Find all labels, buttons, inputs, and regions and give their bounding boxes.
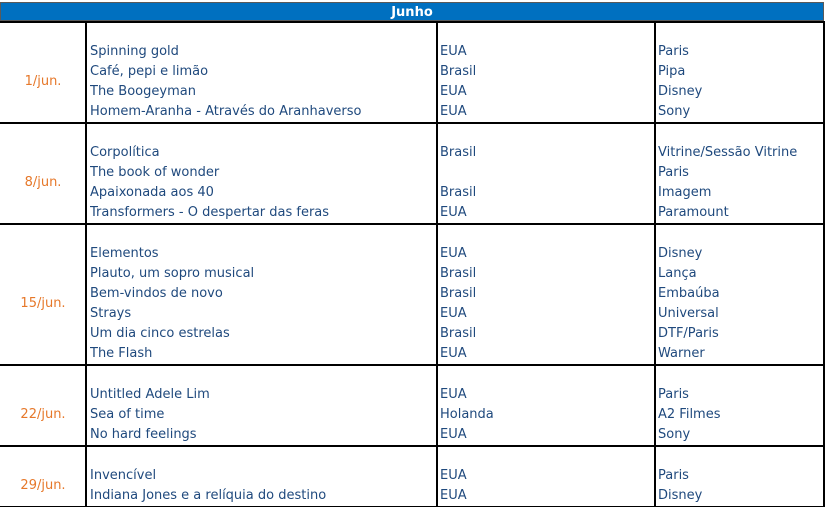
film-country: Brasil — [440, 145, 477, 160]
film-country: Brasil — [440, 64, 477, 79]
week-date: 29/jun. — [20, 478, 66, 493]
release-row — [0, 203, 825, 223]
film-title: No hard feelings — [90, 427, 197, 442]
film-country: Holanda — [440, 407, 494, 422]
film-country: Brasil — [440, 326, 477, 341]
film-title: Transformers - O despertar das feras — [90, 205, 330, 220]
release-row — [0, 344, 825, 364]
film-title: The book of wonder — [90, 165, 220, 180]
release-row — [0, 304, 825, 324]
film-country: EUA — [440, 205, 467, 220]
film-distributor: Disney — [658, 488, 703, 503]
film-country: EUA — [440, 84, 467, 99]
release-row — [0, 42, 825, 62]
film-title: Strays — [90, 306, 132, 321]
film-title: Café, pepi e limão — [90, 64, 209, 79]
week-block — [0, 364, 825, 445]
film-title: Bem-vindos de novo — [90, 286, 223, 301]
film-title: Apaixonada aos 40 — [90, 185, 214, 200]
week-date: 8/jun. — [24, 175, 62, 190]
film-country: Brasil — [440, 286, 477, 301]
film-distributor: Paris — [658, 165, 689, 180]
film-title: The Flash — [90, 346, 153, 361]
week-block — [0, 445, 825, 507]
release-row — [0, 425, 825, 445]
release-row — [0, 405, 825, 425]
film-country — [440, 163, 652, 183]
release-row — [0, 466, 825, 486]
release-row — [0, 244, 825, 264]
film-country: EUA — [440, 104, 467, 119]
film-title: Untitled Adele Lim — [90, 387, 210, 402]
film-distributor: Pipa — [658, 64, 686, 79]
film-distributor: Paris — [658, 387, 689, 402]
release-row — [0, 143, 825, 163]
film-distributor: Sony — [658, 104, 691, 119]
release-row — [0, 102, 825, 122]
film-country: EUA — [440, 246, 467, 261]
film-distributor: Warner — [658, 346, 705, 361]
film-country: Brasil — [440, 185, 477, 200]
week-date: 1/jun. — [24, 74, 62, 89]
film-distributor: DTF/Paris — [658, 326, 719, 341]
film-country: EUA — [440, 306, 467, 321]
film-distributor: Sony — [658, 427, 691, 442]
film-distributor: Paramount — [658, 205, 729, 220]
film-country: EUA — [440, 427, 467, 442]
film-distributor: Imagem — [658, 185, 712, 200]
release-row — [0, 82, 825, 102]
film-distributor: Disney — [658, 84, 703, 99]
film-distributor: Embaúba — [658, 286, 720, 301]
film-country: EUA — [440, 468, 467, 483]
film-country: EUA — [440, 488, 467, 503]
week-block — [0, 122, 825, 223]
week-block — [0, 21, 825, 122]
month-header: Junho — [0, 2, 824, 21]
film-title: Elementos — [90, 246, 159, 261]
week-date: 22/jun. — [20, 407, 66, 422]
film-title: Um dia cinco estrelas — [90, 326, 230, 341]
film-title: Spinning gold — [90, 44, 179, 59]
film-title: Invencível — [90, 468, 157, 483]
release-row — [0, 62, 825, 82]
film-country: EUA — [440, 346, 467, 361]
week-block — [0, 223, 825, 364]
film-title: Indiana Jones e a relíquia do destino — [90, 488, 327, 503]
film-distributor: Paris — [658, 468, 689, 483]
film-distributor: Disney — [658, 246, 703, 261]
film-title: Homem-Aranha - Através do Aranhaverso — [90, 104, 362, 119]
film-country: EUA — [440, 387, 467, 402]
film-country: EUA — [440, 44, 467, 59]
release-row — [0, 324, 825, 344]
release-row — [0, 163, 825, 183]
film-title: Plauto, um sopro musical — [90, 266, 255, 281]
release-row — [0, 486, 825, 506]
week-date: 15/jun. — [20, 296, 66, 311]
film-country: Brasil — [440, 266, 477, 281]
film-distributor: A2 Filmes — [658, 407, 721, 422]
film-distributor: Paris — [658, 44, 689, 59]
film-title: The Boogeyman — [90, 84, 196, 99]
film-distributor: Universal — [658, 306, 719, 321]
film-title: Corpolítica — [90, 145, 160, 160]
release-row — [0, 264, 825, 284]
film-distributor: Lança — [658, 266, 697, 281]
film-title: Sea of time — [90, 407, 165, 422]
film-distributor: Vitrine/Sessão Vitrine — [658, 145, 798, 160]
release-row — [0, 284, 825, 304]
release-row — [0, 183, 825, 203]
release-row — [0, 385, 825, 405]
